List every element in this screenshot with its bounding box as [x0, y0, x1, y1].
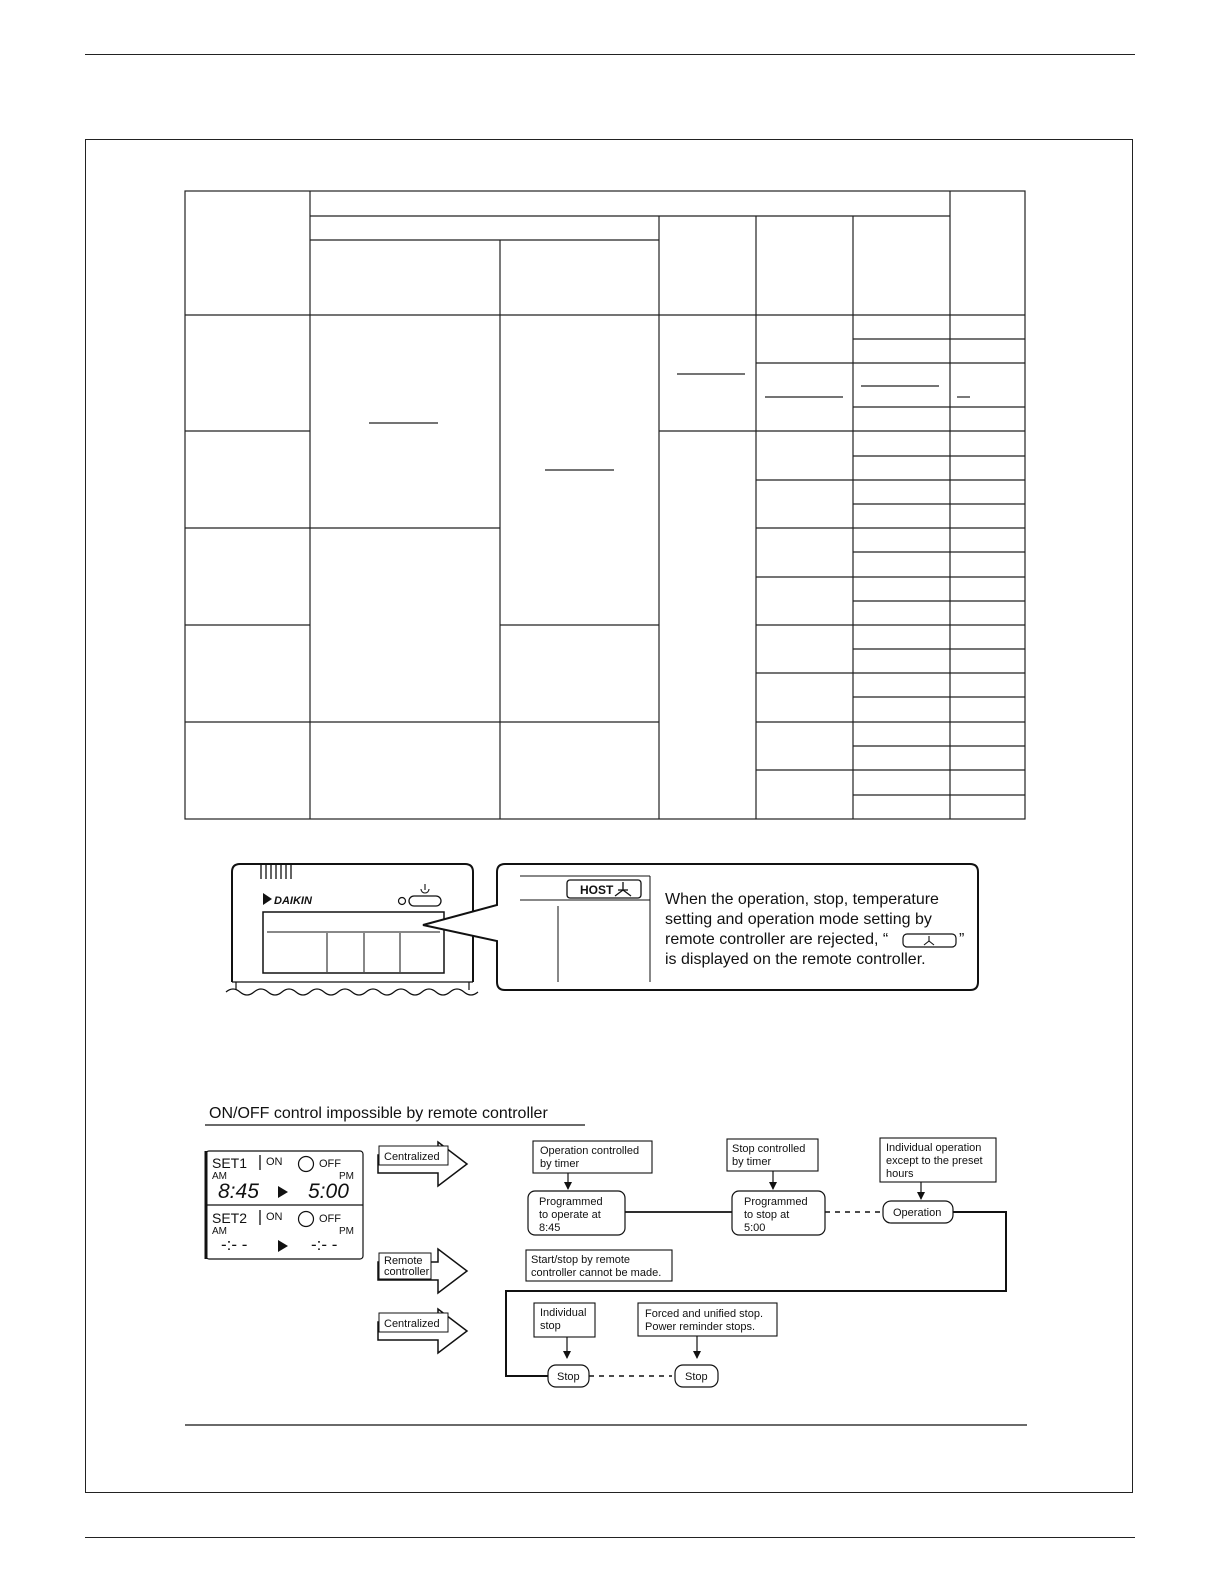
- state-stop-1: [548, 1365, 589, 1387]
- cutaway-wave: [226, 989, 478, 995]
- set1-on-time: 8:45: [218, 1180, 259, 1203]
- svg-text:5:00: 5:00: [744, 1222, 766, 1234]
- svg-text:Individual operation: Individual operation: [886, 1142, 982, 1154]
- settings-table: [185, 191, 1025, 819]
- callout-line-2: setting and operation mode setting by: [665, 911, 932, 928]
- set1-on-label: ON: [266, 1156, 283, 1168]
- set1-off-label: OFF: [319, 1158, 341, 1170]
- set1-label: SET1: [212, 1155, 248, 1171]
- svg-text:Stop: Stop: [685, 1371, 708, 1383]
- svg-text:Programmed: Programmed: [744, 1196, 808, 1208]
- state-stop-2: [675, 1365, 718, 1387]
- power-symbol-icon: [421, 884, 429, 893]
- svg-text:Centralized: Centralized: [384, 1151, 440, 1163]
- svg-text:Remote: Remote: [384, 1255, 423, 1267]
- note-individual-operation: [880, 1138, 996, 1182]
- arrow-remote-controller: [378, 1249, 467, 1293]
- set2-am-label: AM: [212, 1226, 227, 1237]
- svg-text:Stop: Stop: [557, 1371, 580, 1383]
- svg-text:except to the preset: except to the preset: [886, 1155, 983, 1167]
- svg-text:stop: stop: [540, 1320, 561, 1332]
- svg-text:8:45: 8:45: [539, 1222, 561, 1234]
- svg-text:by timer: by timer: [540, 1158, 580, 1170]
- power-led-icon: [399, 898, 406, 905]
- lcd-screen: [263, 912, 444, 973]
- note-forced-stop: [638, 1303, 777, 1336]
- timer-display: [206, 1151, 363, 1259]
- svg-text:Individual: Individual: [540, 1307, 587, 1319]
- svg-text:Start/stop by remote: Start/stop by remote: [531, 1254, 631, 1266]
- set2-on-time: -:- -: [221, 1235, 248, 1254]
- note-startstop-rejected: [526, 1250, 672, 1281]
- svg-text:Programmed: Programmed: [539, 1196, 603, 1208]
- brand-label: DAIKIN: [274, 895, 312, 907]
- callout-line-1: When the operation, stop, temperature: [665, 891, 939, 908]
- host-callout: [423, 864, 978, 990]
- svg-text:Centralized: Centralized: [384, 1318, 440, 1330]
- svg-text:by timer: by timer: [732, 1156, 772, 1168]
- power-button: [409, 896, 441, 906]
- daikin-logo-icon: [263, 893, 272, 905]
- state-programmed-stop: [732, 1191, 825, 1235]
- set2-arrow-icon: [278, 1240, 288, 1252]
- note-individual-stop: [534, 1303, 595, 1337]
- note-stop-timer: [727, 1139, 818, 1171]
- set2-pm-label: PM: [339, 1226, 354, 1237]
- svg-text:Operation: Operation: [893, 1207, 942, 1219]
- state-operation: [883, 1201, 953, 1223]
- svg-text:Power reminder stops.: Power reminder stops.: [645, 1321, 756, 1333]
- set2-off-time: -:- -: [311, 1235, 338, 1254]
- svg-text:Operation controlled: Operation controlled: [540, 1145, 640, 1157]
- set2-label: SET2: [212, 1210, 248, 1226]
- set1-pm-label: PM: [339, 1171, 354, 1182]
- arrow-centralized-2: [378, 1309, 467, 1353]
- note-operation-timer: [533, 1141, 652, 1173]
- svg-text:hours: hours: [886, 1168, 914, 1180]
- callout-line-3: remote controller are rejected, “: [665, 931, 889, 948]
- state-programmed-operate: [528, 1191, 625, 1235]
- diagram-title: ON/OFF control impossible by remote controller: [209, 1105, 548, 1122]
- set1-arrow-icon: [278, 1186, 288, 1198]
- callout-close-quote: ”: [959, 931, 965, 948]
- callout-line-4: is displayed on the remote controller.: [665, 951, 926, 968]
- arrow-centralized-1: [378, 1142, 467, 1186]
- set1-off-time: 5:00: [308, 1180, 349, 1203]
- svg-text:to stop at: to stop at: [744, 1209, 790, 1221]
- svg-text:controller cannot be made.: controller cannot be made.: [531, 1267, 662, 1279]
- svg-text:Stop controlled: Stop controlled: [732, 1143, 806, 1155]
- svg-text:Forced and unified stop.: Forced and unified stop.: [645, 1308, 764, 1320]
- set2-off-label: OFF: [319, 1213, 341, 1225]
- host-badge-label: HOST: [580, 883, 614, 897]
- vent-slots: [261, 865, 291, 879]
- svg-text:to operate at: to operate at: [539, 1209, 601, 1221]
- svg-text:controller: controller: [384, 1266, 430, 1278]
- set2-on-label: ON: [266, 1211, 283, 1223]
- timer-flow-diagram: [185, 1105, 1027, 1425]
- set1-am-label: AM: [212, 1171, 227, 1182]
